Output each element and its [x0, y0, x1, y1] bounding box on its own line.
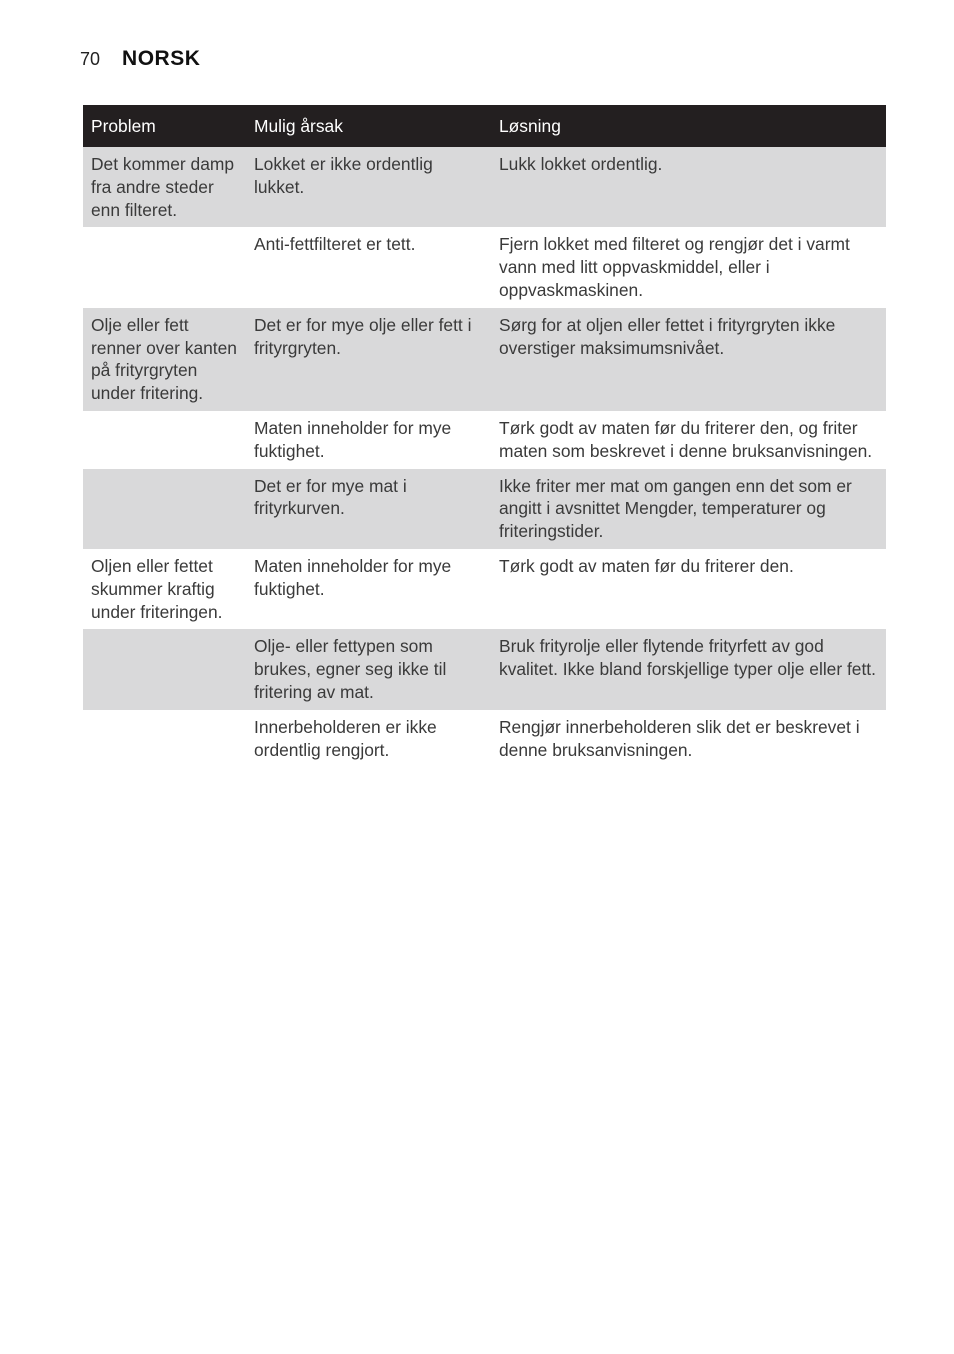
cell-problem	[83, 629, 246, 709]
header-solution: Løsning	[491, 105, 886, 147]
table-row	[83, 710, 886, 768]
cell-solution: Tørk godt av maten før du friterer den.	[499, 555, 794, 576]
cell-solution: Sørg for at oljen eller fettet i frityrgryten ikke overstiger maksimumsnivået.	[491, 308, 886, 411]
cell-problem	[83, 227, 246, 307]
cell-solution: Ikke friter mer mat om gangen enn det som er angitt i avsnittet Mengder, temperaturer og friteringstider.	[491, 469, 886, 549]
cell-solution: Rengjør innerbeholderen slik det er beskrevet i denne bruksanvisningen.	[499, 716, 860, 760]
header-cause: Mulig årsak	[246, 105, 491, 147]
table-row	[83, 469, 886, 549]
table-row	[83, 308, 886, 411]
cell-problem	[83, 411, 246, 469]
cell-solution: Bruk frityrolje eller flytende frityrfett av god kvalitet. Ikke bland forskjellige typer olje eller fett.	[491, 629, 886, 709]
cell-problem: Olje eller fett renner over kanten på frityrgryten under fritering.	[83, 308, 246, 411]
cell-problem: Oljen eller fettet skummer kraftig under friteringen.	[91, 555, 223, 622]
cell-cause: Maten inneholder for mye fuktighet.	[254, 417, 452, 461]
cell-cause: Anti-fettfilteret er tett.	[254, 234, 416, 255]
troubleshooting-table	[83, 105, 886, 767]
table-row	[83, 549, 886, 629]
cell-cause: Maten inneholder for mye fuktighet.	[254, 555, 452, 599]
cell-problem	[83, 710, 246, 768]
cell-solution: Tørk godt av maten før du friterer den, og friter maten som beskrevet i denne bruksanvisningen.	[499, 417, 873, 461]
cell-solution: Lukk lokket ordentlig.	[491, 147, 886, 227]
section-title: NORSK	[122, 47, 201, 70]
page-number: 70	[80, 49, 101, 69]
page-header	[80, 47, 200, 71]
header-problem: Problem	[83, 105, 246, 147]
cell-problem: Det kommer damp fra andre steder enn filteret.	[83, 147, 246, 227]
table-row	[83, 227, 886, 307]
cell-problem	[83, 469, 246, 549]
cell-solution: Fjern lokket med filteret og rengjør det i varmt vann med litt oppvaskmiddel, eller i oppvaskmaskinen.	[499, 234, 850, 300]
cell-cause: Olje- eller fettypen som brukes, egner seg ikke til fritering av mat.	[246, 629, 491, 709]
cell-cause: Lokket er ikke ordentlig lukket.	[246, 147, 491, 227]
table-row	[83, 629, 886, 709]
cell-cause: Innerbeholderen er ikke ordentlig rengjort.	[254, 716, 437, 760]
cell-cause: Det er for mye olje eller fett i frityrgryten.	[246, 308, 491, 411]
table-row	[83, 147, 886, 227]
table-row	[83, 411, 886, 469]
table-header-row	[83, 105, 886, 147]
cell-cause: Det er for mye mat i frityrkurven.	[246, 469, 491, 549]
